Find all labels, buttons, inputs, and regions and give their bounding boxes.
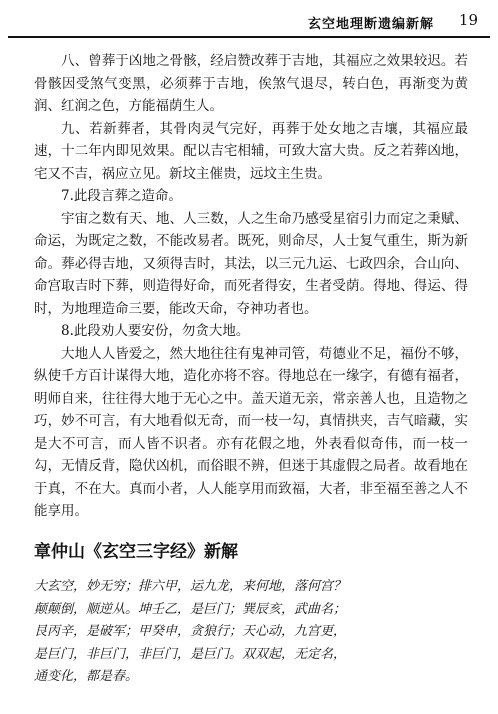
chapter-title: 章仲山《玄空三字经》新解 — [34, 542, 238, 562]
page-number: 19 — [458, 11, 478, 29]
paragraph-nine: 九、若新葬者，其骨肉灵气完好，再葬于处女地之吉壤，其福应最速，十二年内即见效果。配以吉宅相辅，可致大富大贵。反之若葬凶地，宅又不吉，祸应立见。新坟主催贵，远坟主生贵。 — [34, 120, 468, 182]
verse-line: 通变化，都是春。 — [34, 669, 139, 684]
running-title: 玄空地理断遗编新解 — [307, 17, 434, 32]
header-rule — [8, 36, 490, 38]
verse-line: 是巨门，非巨门，非巨门，是巨门。双双起，无定名， — [34, 646, 347, 662]
paragraph-great-land: 大地人人皆爱之，然大地往往有鬼神司管，苟德业不足，福份不够，纵使千方百计谋得大地，造化亦将不容。得地总在一缘字，有德有福者，明师自来，往往得大地于无心之中。盖天道无亲，常亲善人也，且造物之巧，妙不可言，有大地看似无奇，而一枝一勾，真情拱夹，吉气暗藏，实是大不可言，而人皆不识者。亦有花假之地，外表看似奇伟，而一枝一勾，无情反背，隐伏凶机，而俗眼不辨，但迷于其虚假之局者。故看地在于真，不在大。真而小者，人人能享用而致福，大者，非至福至善之人不能享用。 — [34, 345, 468, 519]
body-text — [34, 50, 468, 523]
paragraph-destiny: 宇宙之数有天、地、人三数，人之生命乃感受星宿引力而定之秉赋、命运，为既定之数，不能改易者。既死，则命尽，人士复气重生，斯为新命。葬必得吉地，又须得吉时，其法，以三元九运、七政四余，合山向、命宫取吉时下葬，则造得好命，而死者得安，生者受荫。得地、得运、得时，为地理造命三要，能改天命，夺神功者也。 — [34, 210, 468, 317]
verse-block — [34, 576, 474, 689]
verse-line: 大玄空，妙无穷；排六甲，运九龙，来何地，落何宫？ — [34, 579, 347, 594]
section-heading-7: 7.此段言葬之造命。 — [61, 188, 182, 204]
verse-line: 颠颠倒，顺逆从。坤壬乙，是巨门；巽辰亥，武曲名； — [34, 601, 347, 617]
paragraph-eight: 八、曾葬于凶地之骨骸，经启赞改葬于吉地，其福应之效果较迟。若骨骸因受煞气变黑，必须葬于吉地，俟煞气退尽，转白色，再渐变为黄润、红润之色，方能福荫生人。 — [34, 53, 468, 114]
section-heading-8: 8.此段劝人要安份，勿贪大地。 — [61, 323, 250, 339]
running-header — [0, 10, 498, 36]
verse-line: 艮丙辛，是破军；甲癸申，贪狼行；天心动，九宫更， — [34, 624, 347, 639]
